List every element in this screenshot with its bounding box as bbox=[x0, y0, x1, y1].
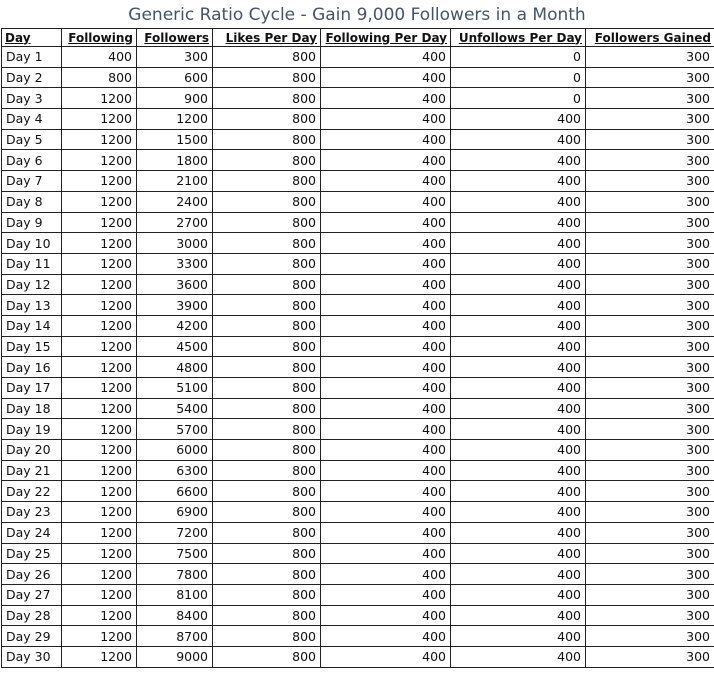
table-row bbox=[2, 626, 714, 647]
cell-unfollows-per-day: 400 bbox=[451, 171, 586, 192]
cell-day: Day 4 bbox=[2, 109, 62, 130]
cell-following-per-day: 400 bbox=[321, 440, 451, 461]
cell-followers: 8700 bbox=[137, 626, 213, 647]
cell-followers-gained: 300 bbox=[586, 440, 714, 461]
table-row bbox=[2, 191, 714, 212]
cell-following: 1200 bbox=[62, 522, 137, 543]
cell-following-per-day: 400 bbox=[321, 646, 451, 667]
cell-likes-per-day: 800 bbox=[213, 253, 321, 274]
cell-unfollows-per-day: 400 bbox=[451, 150, 586, 171]
cell-following: 1200 bbox=[62, 253, 137, 274]
table-row bbox=[2, 502, 714, 523]
table-row bbox=[2, 109, 714, 130]
cell-followers-gained: 300 bbox=[586, 357, 714, 378]
cell-followers-gained: 300 bbox=[586, 274, 714, 295]
cell-following: 1200 bbox=[62, 233, 137, 254]
cell-followers: 2700 bbox=[137, 212, 213, 233]
cell-followers-gained: 300 bbox=[586, 67, 714, 88]
cell-unfollows-per-day: 400 bbox=[451, 481, 586, 502]
cell-followers: 300 bbox=[137, 47, 213, 68]
cell-likes-per-day: 800 bbox=[213, 171, 321, 192]
cell-followers-gained: 300 bbox=[586, 398, 714, 419]
cell-following: 1200 bbox=[62, 398, 137, 419]
cell-followers-gained: 300 bbox=[586, 336, 714, 357]
cell-following-per-day: 400 bbox=[321, 295, 451, 316]
cell-followers: 3600 bbox=[137, 274, 213, 295]
cell-following: 1200 bbox=[62, 502, 137, 523]
cell-followers-gained: 300 bbox=[586, 295, 714, 316]
cell-likes-per-day: 800 bbox=[213, 626, 321, 647]
cell-day: Day 1 bbox=[2, 47, 62, 68]
cell-day: Day 30 bbox=[2, 646, 62, 667]
cell-likes-per-day: 800 bbox=[213, 233, 321, 254]
cell-followers-gained: 300 bbox=[586, 584, 714, 605]
cell-likes-per-day: 800 bbox=[213, 646, 321, 667]
cell-likes-per-day: 800 bbox=[213, 88, 321, 109]
cell-following: 1200 bbox=[62, 171, 137, 192]
table-row bbox=[2, 460, 714, 481]
cell-following-per-day: 400 bbox=[321, 88, 451, 109]
cell-followers: 6000 bbox=[137, 440, 213, 461]
table-row bbox=[2, 481, 714, 502]
cell-unfollows-per-day: 400 bbox=[451, 253, 586, 274]
cell-followers-gained: 300 bbox=[586, 47, 714, 68]
cell-following: 1200 bbox=[62, 212, 137, 233]
cell-unfollows-per-day: 0 bbox=[451, 67, 586, 88]
cell-likes-per-day: 800 bbox=[213, 419, 321, 440]
cell-day: Day 14 bbox=[2, 315, 62, 336]
cell-day: Day 2 bbox=[2, 67, 62, 88]
cell-following: 1200 bbox=[62, 129, 137, 150]
cell-followers-gained: 300 bbox=[586, 626, 714, 647]
cell-day: Day 15 bbox=[2, 336, 62, 357]
cell-following-per-day: 400 bbox=[321, 47, 451, 68]
cell-unfollows-per-day: 400 bbox=[451, 378, 586, 399]
cell-unfollows-per-day: 0 bbox=[451, 88, 586, 109]
cell-following: 1200 bbox=[62, 109, 137, 130]
cell-likes-per-day: 800 bbox=[213, 460, 321, 481]
table-row bbox=[2, 522, 714, 543]
table-row bbox=[2, 129, 714, 150]
cell-day: Day 11 bbox=[2, 253, 62, 274]
table-row bbox=[2, 253, 714, 274]
cell-following-per-day: 400 bbox=[321, 274, 451, 295]
cell-followers: 4500 bbox=[137, 336, 213, 357]
cell-following-per-day: 400 bbox=[321, 626, 451, 647]
cell-unfollows-per-day: 400 bbox=[451, 191, 586, 212]
cell-unfollows-per-day: 400 bbox=[451, 502, 586, 523]
cell-likes-per-day: 800 bbox=[213, 440, 321, 461]
cell-day: Day 27 bbox=[2, 584, 62, 605]
cell-following: 1200 bbox=[62, 564, 137, 585]
cell-unfollows-per-day: 400 bbox=[451, 605, 586, 626]
cell-unfollows-per-day: 400 bbox=[451, 274, 586, 295]
cell-following: 1200 bbox=[62, 605, 137, 626]
cell-unfollows-per-day: 400 bbox=[451, 233, 586, 254]
cell-following-per-day: 400 bbox=[321, 605, 451, 626]
cell-day: Day 25 bbox=[2, 543, 62, 564]
cell-followers: 8100 bbox=[137, 584, 213, 605]
cell-following: 1200 bbox=[62, 295, 137, 316]
cell-followers: 3300 bbox=[137, 253, 213, 274]
cell-day: Day 6 bbox=[2, 150, 62, 171]
cell-likes-per-day: 800 bbox=[213, 605, 321, 626]
cell-day: Day 20 bbox=[2, 440, 62, 461]
cell-following-per-day: 400 bbox=[321, 564, 451, 585]
cell-following: 1200 bbox=[62, 419, 137, 440]
table-row bbox=[2, 315, 714, 336]
table-row bbox=[2, 543, 714, 564]
cell-unfollows-per-day: 400 bbox=[451, 212, 586, 233]
header-unfollows-per-day: Unfollows Per Day bbox=[451, 29, 586, 47]
table-row bbox=[2, 584, 714, 605]
cell-followers: 1200 bbox=[137, 109, 213, 130]
cell-followers: 6300 bbox=[137, 460, 213, 481]
cell-day: Day 29 bbox=[2, 626, 62, 647]
cell-likes-per-day: 800 bbox=[213, 191, 321, 212]
cell-followers-gained: 300 bbox=[586, 646, 714, 667]
cell-unfollows-per-day: 400 bbox=[451, 584, 586, 605]
cell-day: Day 16 bbox=[2, 357, 62, 378]
table-row bbox=[2, 605, 714, 626]
table-row bbox=[2, 88, 714, 109]
cell-day: Day 22 bbox=[2, 481, 62, 502]
cell-followers: 5700 bbox=[137, 419, 213, 440]
cell-likes-per-day: 800 bbox=[213, 212, 321, 233]
cell-following: 800 bbox=[62, 67, 137, 88]
cell-unfollows-per-day: 400 bbox=[451, 522, 586, 543]
table-row bbox=[2, 440, 714, 461]
table-row bbox=[2, 67, 714, 88]
cell-followers-gained: 300 bbox=[586, 378, 714, 399]
header-followers-gained: Followers Gained bbox=[586, 29, 714, 47]
cell-unfollows-per-day: 400 bbox=[451, 440, 586, 461]
cell-day: Day 10 bbox=[2, 233, 62, 254]
cell-followers: 2400 bbox=[137, 191, 213, 212]
cell-unfollows-per-day: 400 bbox=[451, 543, 586, 564]
cell-following-per-day: 400 bbox=[321, 419, 451, 440]
table-row bbox=[2, 646, 714, 667]
cell-followers-gained: 300 bbox=[586, 564, 714, 585]
table-row bbox=[2, 212, 714, 233]
cell-followers-gained: 300 bbox=[586, 191, 714, 212]
table-row bbox=[2, 233, 714, 254]
table-row bbox=[2, 274, 714, 295]
cell-following: 1200 bbox=[62, 460, 137, 481]
cell-following-per-day: 400 bbox=[321, 336, 451, 357]
cell-day: Day 8 bbox=[2, 191, 62, 212]
cell-followers-gained: 300 bbox=[586, 522, 714, 543]
cell-following-per-day: 400 bbox=[321, 584, 451, 605]
cell-day: Day 12 bbox=[2, 274, 62, 295]
cell-likes-per-day: 800 bbox=[213, 564, 321, 585]
cell-unfollows-per-day: 400 bbox=[451, 315, 586, 336]
cell-followers-gained: 300 bbox=[586, 129, 714, 150]
cell-day: Day 3 bbox=[2, 88, 62, 109]
cell-following: 1200 bbox=[62, 274, 137, 295]
cell-followers: 4200 bbox=[137, 315, 213, 336]
table-row bbox=[2, 564, 714, 585]
cell-unfollows-per-day: 400 bbox=[451, 398, 586, 419]
cell-followers-gained: 300 bbox=[586, 109, 714, 130]
cell-day: Day 23 bbox=[2, 502, 62, 523]
cell-followers-gained: 300 bbox=[586, 150, 714, 171]
header-day: Day bbox=[2, 29, 62, 47]
cell-unfollows-per-day: 400 bbox=[451, 357, 586, 378]
cell-day: Day 18 bbox=[2, 398, 62, 419]
cell-following: 1200 bbox=[62, 150, 137, 171]
header-likes-per-day: Likes Per Day bbox=[213, 29, 321, 47]
cell-day: Day 5 bbox=[2, 129, 62, 150]
cell-followers: 7500 bbox=[137, 543, 213, 564]
cell-day: Day 17 bbox=[2, 378, 62, 399]
cell-followers: 2100 bbox=[137, 171, 213, 192]
header-followers: Followers bbox=[137, 29, 213, 47]
ratio-cycle-table bbox=[1, 28, 714, 668]
cell-followers: 9000 bbox=[137, 646, 213, 667]
header-following: Following bbox=[62, 29, 137, 47]
cell-followers: 1800 bbox=[137, 150, 213, 171]
cell-following-per-day: 400 bbox=[321, 398, 451, 419]
cell-following-per-day: 400 bbox=[321, 150, 451, 171]
cell-following-per-day: 400 bbox=[321, 212, 451, 233]
cell-followers: 5100 bbox=[137, 378, 213, 399]
cell-day: Day 7 bbox=[2, 171, 62, 192]
cell-likes-per-day: 800 bbox=[213, 398, 321, 419]
cell-following: 1200 bbox=[62, 378, 137, 399]
cell-following-per-day: 400 bbox=[321, 233, 451, 254]
cell-followers: 3900 bbox=[137, 295, 213, 316]
table-row bbox=[2, 357, 714, 378]
cell-likes-per-day: 800 bbox=[213, 543, 321, 564]
cell-followers: 5400 bbox=[137, 398, 213, 419]
cell-following-per-day: 400 bbox=[321, 522, 451, 543]
cell-followers-gained: 300 bbox=[586, 212, 714, 233]
cell-likes-per-day: 800 bbox=[213, 47, 321, 68]
cell-following-per-day: 400 bbox=[321, 378, 451, 399]
cell-following-per-day: 400 bbox=[321, 481, 451, 502]
table-row bbox=[2, 295, 714, 316]
table-row bbox=[2, 398, 714, 419]
cell-likes-per-day: 800 bbox=[213, 584, 321, 605]
table-row bbox=[2, 47, 714, 68]
cell-followers-gained: 300 bbox=[586, 605, 714, 626]
cell-following-per-day: 400 bbox=[321, 129, 451, 150]
cell-day: Day 26 bbox=[2, 564, 62, 585]
cell-following: 1200 bbox=[62, 88, 137, 109]
table-body bbox=[2, 47, 714, 668]
cell-unfollows-per-day: 400 bbox=[451, 460, 586, 481]
cell-followers-gained: 300 bbox=[586, 88, 714, 109]
cell-following: 1200 bbox=[62, 543, 137, 564]
cell-unfollows-per-day: 0 bbox=[451, 47, 586, 68]
cell-likes-per-day: 800 bbox=[213, 67, 321, 88]
cell-followers: 7200 bbox=[137, 522, 213, 543]
cell-unfollows-per-day: 400 bbox=[451, 564, 586, 585]
cell-followers: 7800 bbox=[137, 564, 213, 585]
cell-following: 1200 bbox=[62, 646, 137, 667]
cell-unfollows-per-day: 400 bbox=[451, 295, 586, 316]
cell-likes-per-day: 800 bbox=[213, 315, 321, 336]
cell-likes-per-day: 800 bbox=[213, 336, 321, 357]
cell-followers-gained: 300 bbox=[586, 419, 714, 440]
cell-day: Day 13 bbox=[2, 295, 62, 316]
cell-following: 1200 bbox=[62, 315, 137, 336]
cell-following: 1200 bbox=[62, 481, 137, 502]
cell-following: 1200 bbox=[62, 357, 137, 378]
cell-likes-per-day: 800 bbox=[213, 274, 321, 295]
table-row bbox=[2, 419, 714, 440]
cell-following: 400 bbox=[62, 47, 137, 68]
cell-followers: 1500 bbox=[137, 129, 213, 150]
cell-unfollows-per-day: 400 bbox=[451, 129, 586, 150]
cell-day: Day 19 bbox=[2, 419, 62, 440]
cell-following: 1200 bbox=[62, 584, 137, 605]
cell-likes-per-day: 800 bbox=[213, 522, 321, 543]
cell-likes-per-day: 800 bbox=[213, 357, 321, 378]
cell-likes-per-day: 800 bbox=[213, 481, 321, 502]
header-following-per-day: Following Per Day bbox=[321, 29, 451, 47]
cell-likes-per-day: 800 bbox=[213, 502, 321, 523]
cell-following-per-day: 400 bbox=[321, 357, 451, 378]
cell-followers: 600 bbox=[137, 67, 213, 88]
cell-followers: 3000 bbox=[137, 233, 213, 254]
cell-unfollows-per-day: 400 bbox=[451, 336, 586, 357]
cell-likes-per-day: 800 bbox=[213, 129, 321, 150]
cell-following-per-day: 400 bbox=[321, 502, 451, 523]
cell-following-per-day: 400 bbox=[321, 191, 451, 212]
cell-followers: 8400 bbox=[137, 605, 213, 626]
cell-followers-gained: 300 bbox=[586, 543, 714, 564]
cell-following: 1200 bbox=[62, 626, 137, 647]
cell-following-per-day: 400 bbox=[321, 171, 451, 192]
cell-followers: 4800 bbox=[137, 357, 213, 378]
table-row bbox=[2, 336, 714, 357]
cell-followers: 6600 bbox=[137, 481, 213, 502]
cell-day: Day 21 bbox=[2, 460, 62, 481]
cell-followers-gained: 300 bbox=[586, 253, 714, 274]
cell-unfollows-per-day: 400 bbox=[451, 419, 586, 440]
cell-following-per-day: 400 bbox=[321, 109, 451, 130]
cell-followers: 900 bbox=[137, 88, 213, 109]
cell-unfollows-per-day: 400 bbox=[451, 626, 586, 647]
cell-day: Day 9 bbox=[2, 212, 62, 233]
cell-followers-gained: 300 bbox=[586, 481, 714, 502]
cell-following: 1200 bbox=[62, 336, 137, 357]
cell-followers-gained: 300 bbox=[586, 460, 714, 481]
cell-followers-gained: 300 bbox=[586, 315, 714, 336]
cell-day: Day 28 bbox=[2, 605, 62, 626]
cell-unfollows-per-day: 400 bbox=[451, 109, 586, 130]
cell-likes-per-day: 800 bbox=[213, 109, 321, 130]
cell-likes-per-day: 800 bbox=[213, 150, 321, 171]
table-row bbox=[2, 378, 714, 399]
table-row bbox=[2, 171, 714, 192]
cell-followers-gained: 300 bbox=[586, 502, 714, 523]
cell-day: Day 24 bbox=[2, 522, 62, 543]
cell-following-per-day: 400 bbox=[321, 67, 451, 88]
cell-unfollows-per-day: 400 bbox=[451, 646, 586, 667]
cell-following-per-day: 400 bbox=[321, 315, 451, 336]
cell-following: 1200 bbox=[62, 191, 137, 212]
cell-likes-per-day: 800 bbox=[213, 378, 321, 399]
sheet-title: Generic Ratio Cycle - Gain 9,000 Followers in a Month bbox=[128, 5, 586, 25]
cell-followers-gained: 300 bbox=[586, 233, 714, 254]
cell-following-per-day: 400 bbox=[321, 460, 451, 481]
cell-following: 1200 bbox=[62, 440, 137, 461]
cell-followers-gained: 300 bbox=[586, 171, 714, 192]
cell-following-per-day: 400 bbox=[321, 253, 451, 274]
cell-likes-per-day: 800 bbox=[213, 295, 321, 316]
cell-following-per-day: 400 bbox=[321, 543, 451, 564]
header-row bbox=[2, 29, 714, 47]
table-row bbox=[2, 150, 714, 171]
cell-followers: 6900 bbox=[137, 502, 213, 523]
